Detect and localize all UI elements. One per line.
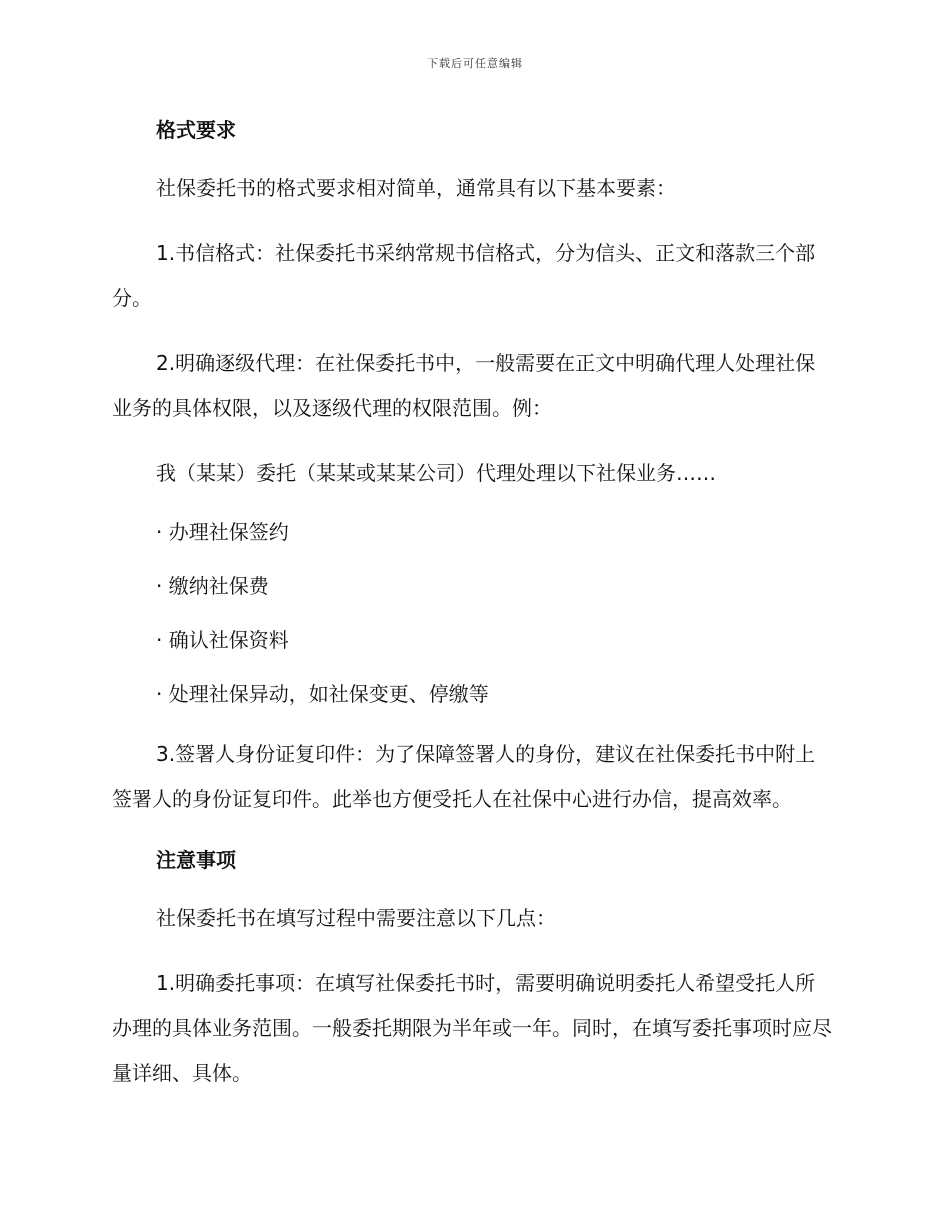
document-body — [112, 112, 832, 1096]
format-item-2: 2.明确逐级代理：在社保委托书中，一般需要在正文中明确代理人处理社保业务的具体权限，以及逐级代理的权限范围。例： — [112, 351, 816, 420]
section-intro-notes: 社保委托书在填写过程中需要注意以下几点： — [156, 906, 556, 930]
section-intro-format: 社保委托书的格式要求相对简单，通常具有以下基本要素： — [156, 176, 676, 200]
bullet-item: · 缴纳社保费 — [156, 574, 269, 598]
bullet-item: · 确认社保资料 — [156, 628, 289, 652]
section-title-format: 格式要求 — [156, 118, 236, 142]
section-title-notes: 注意事项 — [156, 848, 236, 872]
bullet-item: · 处理社保异动，如社保变更、停缴等 — [156, 682, 489, 706]
format-example: 我（某某）委托（某某或某某公司）代理处理以下社保业务…… — [156, 461, 716, 485]
format-item-1: 1.书信格式：社保委托书采纳常规书信格式，分为信头、正文和落款三个部分。 — [112, 241, 816, 310]
header-note: 下载后可任意编辑 — [427, 57, 523, 70]
notes-item-1: 1.明确委托事项：在填写社保委托书时，需要明确说明委托人希望受托人所办理的具体业务范围。一般委托期限为半年或一年。同时，在填写委托事项时应尽量详细、具体。 — [112, 971, 832, 1085]
bullet-item: · 办理社保签约 — [156, 520, 289, 544]
format-item-3: 3.签署人身份证复印件：为了保障签署人的身份，建议在社保委托书中附上签署人的身份证复印件。此举也方便受托人在社保中心进行办信，提高效率。 — [112, 742, 816, 811]
